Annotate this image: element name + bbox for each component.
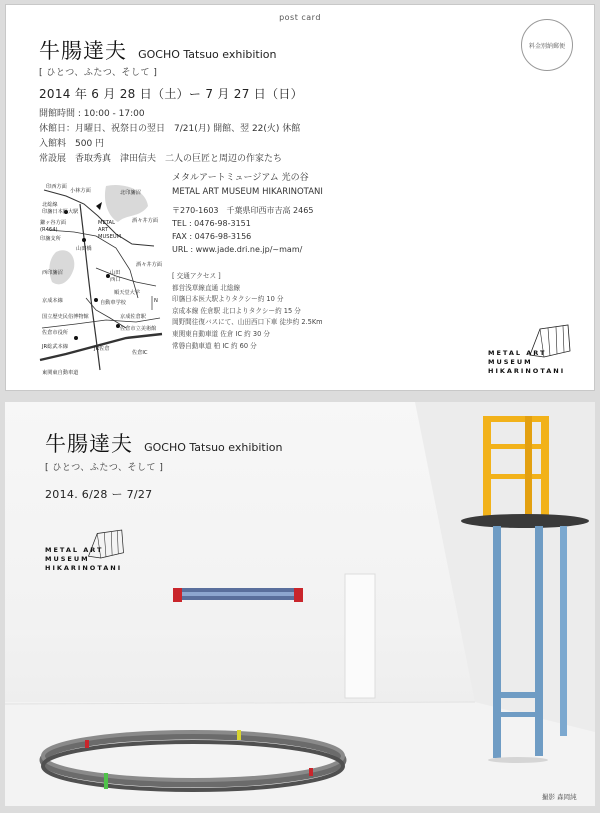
ring-yellow-mark (237, 730, 241, 740)
info-fee: 入館料 500 円 (39, 139, 105, 149)
front-title-ja: 牛腸達夫 (45, 432, 133, 456)
museum-name-ja: メタルアートミュージアム 光の谷 (172, 173, 309, 183)
access-line: 岡野間往復バスにて、山田西口下車 徒歩約 2.5Km (172, 318, 323, 327)
map-label: (R464) (40, 227, 58, 233)
access-line: 都営浅草線直通 北総線 (172, 283, 241, 292)
tower-yellow-post (541, 416, 549, 520)
floor (5, 702, 595, 806)
tower-platform (461, 514, 589, 528)
logo-line: METAL ART (45, 546, 104, 554)
tower-yellow-post (525, 416, 532, 520)
map-label: METAL (98, 220, 115, 226)
map-label: ART (98, 227, 108, 233)
access-line: 京成本線 佐倉駅 北口よりタクシー約 15 分 (172, 306, 301, 315)
map-label: 京成佐倉駅 (120, 314, 146, 320)
front-tagline: [ ひとつ、ふたつ、そして ] (45, 463, 164, 473)
wall-sculpture-inner (182, 592, 294, 596)
title-en: GOCHO Tatsuo exhibition (138, 48, 277, 61)
tagline: [ ひとつ、ふたつ、そして ] (39, 68, 158, 78)
logo-text (488, 349, 565, 376)
museum-url: URL : www.jade.dri.ne.jp/~mam/ (172, 245, 303, 254)
access-info (172, 271, 323, 352)
map-label: N (154, 298, 158, 304)
info-block (39, 107, 300, 167)
map-label: 山田橋 (76, 246, 92, 252)
tower-yellow-rail (483, 416, 549, 422)
logo-line: MUSEUM (488, 358, 533, 366)
lake-nishiinba (49, 250, 74, 284)
ring-green-mark (104, 773, 108, 789)
map-label: 東関東自動車道 (42, 370, 79, 376)
map-label: 酒々井方面 (132, 218, 158, 224)
map-label: 印旛日本医大駅 (42, 209, 79, 215)
postcard-label: post card (279, 13, 321, 22)
map-label: JR総武本線 (42, 344, 68, 350)
access-line: 常磐自動車道 柏 IC 約 60 分 (172, 341, 257, 350)
map-label: 佐倉IC (132, 350, 148, 356)
map-label: 小林方面 (70, 188, 91, 194)
map-label: 西印旛沼 (42, 270, 63, 276)
photo-credit: 撮影 森岡純 (542, 793, 577, 801)
map-label: 鎌ヶ谷方面 (40, 220, 66, 226)
ring-red-mark (309, 768, 313, 776)
logo-text (45, 546, 122, 573)
museum-name-en: METAL ART MUSEUM HIKARINOTANI (172, 187, 323, 197)
map-label: 山田 (110, 270, 121, 276)
tower-blue-rail (493, 712, 543, 717)
front-logo (45, 526, 145, 576)
wall-sculpture-red-end (173, 588, 182, 602)
tower-yellow-post (483, 416, 491, 520)
museum-marker (96, 202, 102, 210)
map-label: 印旛支所 (40, 236, 61, 242)
station-dot (94, 298, 98, 302)
title-ja: 牛腸達夫 (39, 39, 127, 63)
museum-address: 〒270-1603 千葉県印西市吉高 2465 (172, 206, 314, 215)
exhibition-date: 2014 年 6 月 28 日（土）ー 7 月 27 日（日） (39, 87, 303, 101)
access-heading: [ 交通アクセス ] (172, 272, 221, 280)
museum-fax: FAX : 0476-98-3156 (172, 232, 252, 241)
museum-info (172, 171, 323, 256)
info-permanent: 常設展 香取秀真 津田信夫 二人の巨匠と周辺の作家たち (39, 154, 283, 164)
map-label: 佐倉市役所 (42, 330, 68, 336)
museum-logo (488, 321, 588, 381)
logo-line: HIKARINOTANI (488, 367, 566, 375)
station-dot (74, 336, 78, 340)
info-closed: 休館日：月曜日、祝祭日の翌日 7/21(月) 開館、翌 22(火) 休館 (39, 124, 301, 134)
info-hours: 開館時間 : 10:00 - 17:00 (39, 109, 145, 119)
ring-red-mark (85, 740, 89, 748)
tower-blue-leg (535, 526, 543, 756)
logo-line: METAL ART (488, 349, 547, 357)
access-line: 印旛日本医大駅よりタクシー約 10 分 (172, 295, 284, 304)
front-date: 2014. 6/28 ー 7/27 (45, 488, 153, 501)
map-label: 北総線 (42, 202, 58, 208)
map-label: 順天堂大学 (114, 290, 140, 296)
exhibition-title (39, 35, 277, 65)
tower-yellow-rail (483, 474, 549, 479)
map-label: 西口 (110, 277, 121, 283)
map-label: 北印旛沼 (120, 190, 141, 196)
map-label: 京成本線 (42, 298, 63, 304)
tower-blue-leg (560, 526, 567, 736)
doorway (345, 574, 375, 698)
map-label: MUSEUM (98, 234, 122, 240)
logo-line: HIKARINOTANI (45, 564, 123, 572)
stamp-text: 料金別納郵便 (528, 42, 565, 50)
postcard-front (5, 402, 595, 806)
map-label: 自動車学校 (100, 300, 126, 306)
logo-line: MUSEUM (45, 555, 90, 563)
map-label: 印西方面 (46, 184, 67, 190)
tower-blue-leg (493, 526, 501, 758)
museum-tel: TEL : 0476-98-3151 (172, 219, 251, 228)
map-label: 佐倉市立美術館 (120, 326, 157, 332)
tower-blue-rail (493, 692, 543, 698)
postcard-back (5, 4, 595, 391)
map-label: 酒々井方面 (136, 262, 162, 268)
tower-yellow-rail (483, 444, 549, 449)
station-dot (82, 238, 86, 242)
map-label: JR佐倉 (94, 346, 110, 352)
front-title-en: GOCHO Tatsuo exhibition (144, 441, 283, 454)
access-map (36, 178, 166, 378)
access-line: 東関東自動車道 佐倉 IC 約 30 分 (172, 329, 270, 338)
tower-shadow (488, 757, 548, 763)
wall-sculpture-red-end (294, 588, 303, 602)
map-label: 国立歴史民俗博物館 (42, 314, 89, 320)
front-title (45, 428, 283, 458)
road-east (96, 268, 156, 286)
postage-stamp-mark (521, 19, 573, 71)
